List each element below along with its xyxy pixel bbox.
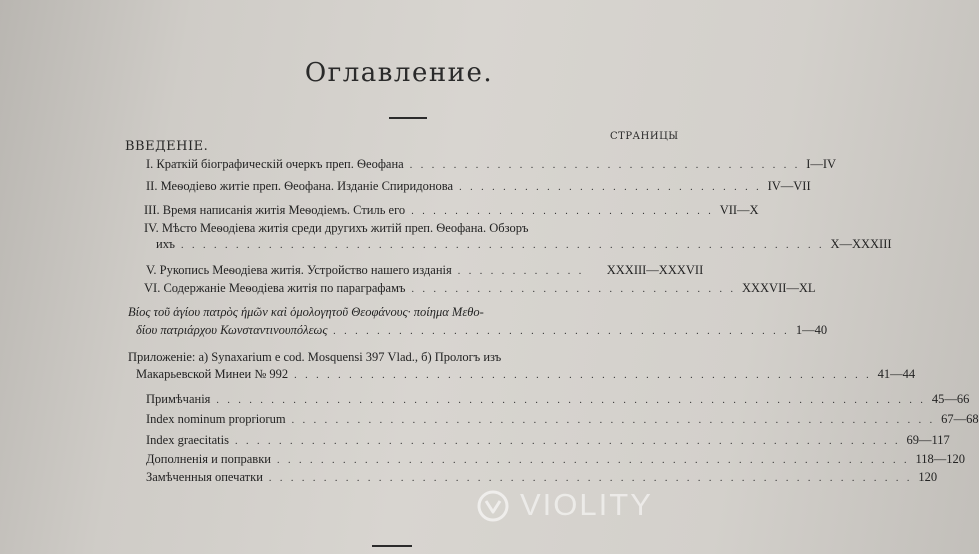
leader-dots: . . . . . . . . . . . . . . . . . . . . . . . . . . . . [459,182,762,193]
toc-entry-text: Index graecitatis [146,433,229,447]
toc-entry-appendix [128,349,710,365]
toc-entry-3 [144,202,759,220]
toc-entry-text: Приложеніе: а) Synaxarium e cod. Mosquensi 397 Vlad., б) Прологъ изъ [128,350,502,364]
toc-entry-pages: 41—44 [877,367,916,381]
leader-dots: . . . . . . . . . . . . . . . . . . . . . . . . . . . . . . [411,284,736,295]
leader-dots: . . . . . . . . . . . . . . . . . . . . . . . . . . . . . . . . . . . . . . . . . . . . . . . . . . . . . [294,370,872,381]
toc-entry-pages: 45—66 [931,392,970,406]
toc-entry-pages: XXXVII—XL [741,281,816,295]
toc-entry-text: III. Время написанія житія Меѳодіемъ. Стиль его [144,203,406,217]
toc-entry-text: V. Рукопись Меѳодіева житія. Устройство нашего изданія [146,263,452,277]
toc-entry-pages: 120 [918,470,938,484]
toc-entry-6 [144,280,816,298]
leader-dots: . . . . . . . . . . . . . . . . . . . . . . . . . . . . . . . . . . . . . . . . . . . . . . . . . . . . . . . . . . . [268,473,913,484]
bottom-rule [372,545,412,547]
section-heading-introduction: ВВЕДЕНІЕ. [125,139,209,154]
toc-entry-pages: I—IV [806,157,837,171]
toc-entry-pages: 1—40 [795,323,828,337]
leader-dots: . . . . . . . . . . . . . . . . . . . . . . . . . . . . . . . . . . . . [409,160,801,171]
toc-entry-pages: VII—X [719,203,759,217]
toc-entry-text: Замѣченныя опечатки [146,470,263,484]
watermark: VIOLITY [520,487,653,522]
title-rule [389,117,427,119]
toc-entry-4-cont [156,236,892,254]
leader-dots: . . . . . . . . . . . . . . . . . . . . . . . . . . . . . . . . . . . . . . . . . . [333,326,790,337]
toc-entry-text: Примѣчанія [146,392,211,406]
toc-entry-greek-life [128,304,710,320]
toc-entry-1 [146,156,837,174]
toc-entry-notes [146,391,970,409]
toc-entry-index-nominum [146,411,979,429]
toc-entry-index-graecitatis [146,432,950,450]
toc-entry-greek-life-cont [136,322,828,340]
pages-column-header: СТРАНИЦЫ [610,131,679,142]
toc-entry-pages: 118—120 [915,452,966,466]
toc-entry-addenda [146,451,966,469]
toc-entry-pages: X—XXXIII [830,237,892,251]
toc-entry-text: Βίος τοῦ ἁγίου πατρὸς ἡμῶν καὶ ὁμολογητοῦ Θεοφάνους· ποίημα Μεθο- [128,305,484,319]
leader-dots: . . . . . . . . . . . . [457,266,585,277]
toc-entry-text: I. Краткій біографическій очеркъ преп. Ѳеофана [146,157,404,171]
leader-dots: . . . . . . . . . . . . . . . . . . . . . . . . . . . . . . . . . . . . . . . . . . . . . . . . . . . . . . . . . . . . . . . . . [216,395,926,406]
toc-entry-text: δίου πατριάρχου Κωνσταντινουπόλεως [136,323,328,337]
toc-entry-text: ихъ [156,237,175,251]
toc-entry-text: Макарьевской Минеи № 992 [136,367,289,381]
toc-entry-errata [146,469,938,487]
toc-entry-pages: XXXIII—XXXVII [606,263,704,277]
violity-logo-icon [477,490,509,522]
toc-entry-pages: IV—VII [767,179,811,193]
toc-entry-appendix-cont [136,366,916,384]
leader-dots: . . . . . . . . . . . . . . . . . . . . . . . . . . . . . . . . . . . . . . . . . . . . . . . . . . . . . . . . . . . [180,240,825,251]
toc-entry-text: IV. Мѣсто Меѳодіева житія среди другихъ житій преп. Ѳеофана. Обзоръ [144,221,529,235]
leader-dots: . . . . . . . . . . . . . . . . . . . . . . . . . . . . . . . . . . . . . . . . . . . . . . . . . . . . . . . . . . . [291,415,936,426]
toc-entry-text: Дополненія и поправки [146,452,271,466]
toc-entry-5 [146,262,710,280]
toc-entry-pages: 69—117 [906,433,950,447]
page-title: Оглавление. [304,58,494,88]
toc-entry-text: VI. Содержаніе Меѳодіева житія по параграфамъ [144,281,406,295]
leader-dots: . . . . . . . . . . . . . . . . . . . . . . . . . . . . . . . . . . . . . . . . . . . . . . . . . . . . . . . . . . [276,455,910,466]
toc-entry-text: II. Меѳодіево житіе преп. Ѳеофана. Изданіе Спиридонова [146,179,454,193]
toc-entry-text: Index nominum propriorum [146,412,286,426]
toc-entry-2 [146,178,811,196]
leader-dots: . . . . . . . . . . . . . . . . . . . . . . . . . . . . [411,206,714,217]
toc-entry-pages: 67—68 [941,412,979,426]
toc-entry-4 [144,220,710,236]
leader-dots: . . . . . . . . . . . . . . . . . . . . . . . . . . . . . . . . . . . . . . . . . . . . . . . . . . . . . . . . . . . . . [234,436,901,447]
